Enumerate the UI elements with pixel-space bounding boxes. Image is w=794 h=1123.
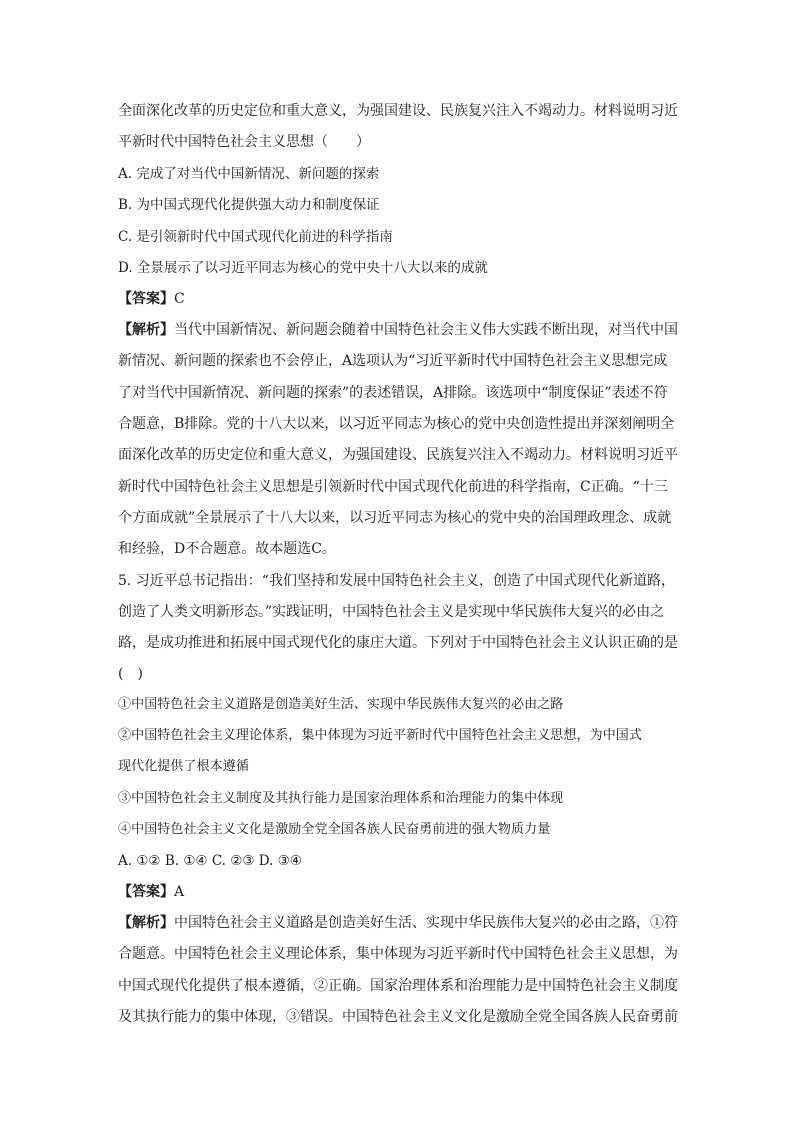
q4-option-a: A. 完成了对当代中国新情况、新问题的探索 — [118, 166, 380, 182]
q4-analysis-line-1 — [118, 320, 688, 340]
q5-statement-4: ④中国特色社会主义文化是激励全党全国各族人民奋勇前进的强大物质力量 — [118, 822, 551, 837]
q4-analysis-line-6: 新时代中国特色社会主义思想是引领新时代中国式现代化前进的科学指南，C正确。“十三 — [118, 479, 668, 495]
q4-stem-line-1: 全面深化改革的历史定位和重大意义，为强国建设、民族复兴注入不竭动力。材料说明习近 — [118, 103, 678, 119]
q5-analysis-line-4: 及其执行能力的集中体现，③错误。中国特色社会主义文化是激励全党全国各族人民奋勇前 — [118, 1009, 678, 1025]
q4-analysis-line-4: 合题意，B排除。党的十八大以来，以习近平同志为核心的党中央创造性提出并深刻阐明全 — [118, 416, 675, 432]
q5-analysis-line-1 — [118, 913, 688, 933]
q5-answer — [118, 882, 688, 902]
q4-analysis-line-7: 个方面成就”全景展示了十八大以来，以习近平同志为核心的党中央的治国理政理念、成就 — [118, 510, 672, 526]
q4-analysis-line-3: 了对当代中国新情况、新问题的探索”的表述错误，A排除。该选项中“制度保证”表述不符 — [118, 385, 668, 401]
q4-analysis-line-8: 和经验，D不合题意。故本题选C。 — [118, 541, 336, 557]
q4-option-b: B. 为中国式现代化提供强大动力和制度保证 — [118, 197, 380, 213]
q4-answer — [118, 289, 688, 309]
answer-label: 【答案】 — [118, 291, 174, 307]
q5-stem-line-2: 创造了人类文明新形态。”实践证明，中国特色社会主义是实现中华民族伟大复兴的必由之 — [118, 604, 665, 620]
analysis-text: 当代中国新情况、新问题会随着中国特色社会主义伟大实践不断出现，对当代中国 — [174, 322, 678, 338]
q4-analysis-line-2: 新情况、新问题的探索也不会停止，A选项认为“习近平新时代中国特色社会主义思想完成 — [118, 353, 668, 369]
q5-statement-2: ②中国特色社会主义理论体系，集中体现为习近平新时代中国特色社会主义思想，为中国式 — [118, 728, 643, 743]
analysis-label: 【解析】 — [118, 915, 174, 931]
q5-analysis-line-2: 合题意。中国特色社会主义理论体系，集中体现为习近平新时代中国特色社会主义思想，为 — [118, 946, 678, 962]
q5-statement-2-cont: 现代化提供了根本遵循 — [118, 759, 250, 774]
analysis-text: 中国特色社会主义道路是创造美好生活、实现中华民族伟大复兴的必由之路，①符 — [174, 915, 678, 931]
answer-label: 【答案】 — [118, 884, 174, 900]
q5-statement-1: ①中国特色社会主义道路是创造美好生活、实现中华民族伟大复兴的必由之路 — [118, 697, 564, 712]
q5-stem-line-4: ( ) — [118, 666, 143, 682]
q4-analysis-line-5: 面深化改革的历史定位和重大意义，为强国建设、民族复兴注入不竭动力。材料说明习近平 — [118, 447, 678, 463]
answer-value: C — [174, 291, 185, 307]
q4-stem-line-2: 平新时代中国特色社会主义思想（ ） — [118, 134, 370, 150]
q4-option-d: D. 全景展示了以习近平同志为核心的党中央十八大以来的成就 — [118, 260, 488, 276]
q5-stem-line-1: 5. 习近平总书记指出：“我们坚持和发展中国特色社会主义，创造了中国式现代化新道路， — [118, 573, 675, 589]
q5-stem-line-3: 路，是成功推进和拓展中国式现代化的康庄大道。下列对于中国特色社会主义认识正确的是 — [118, 635, 678, 651]
q5-analysis-line-3: 中国式现代化提供了根本遵循，②正确。国家治理体系和治理能力是中国特色社会主义制度 — [118, 978, 678, 994]
q4-option-c: C. 是引领新时代中国式现代化前进的科学指南 — [118, 229, 393, 245]
q5-options: A. ①② B. ①④ C. ②③ D. ③④ — [118, 853, 302, 869]
answer-value: A — [174, 884, 185, 900]
q5-statement-3: ③中国特色社会主义制度及其执行能力是国家治理体系和治理能力的集中体现 — [118, 791, 564, 806]
analysis-label: 【解析】 — [118, 322, 174, 338]
